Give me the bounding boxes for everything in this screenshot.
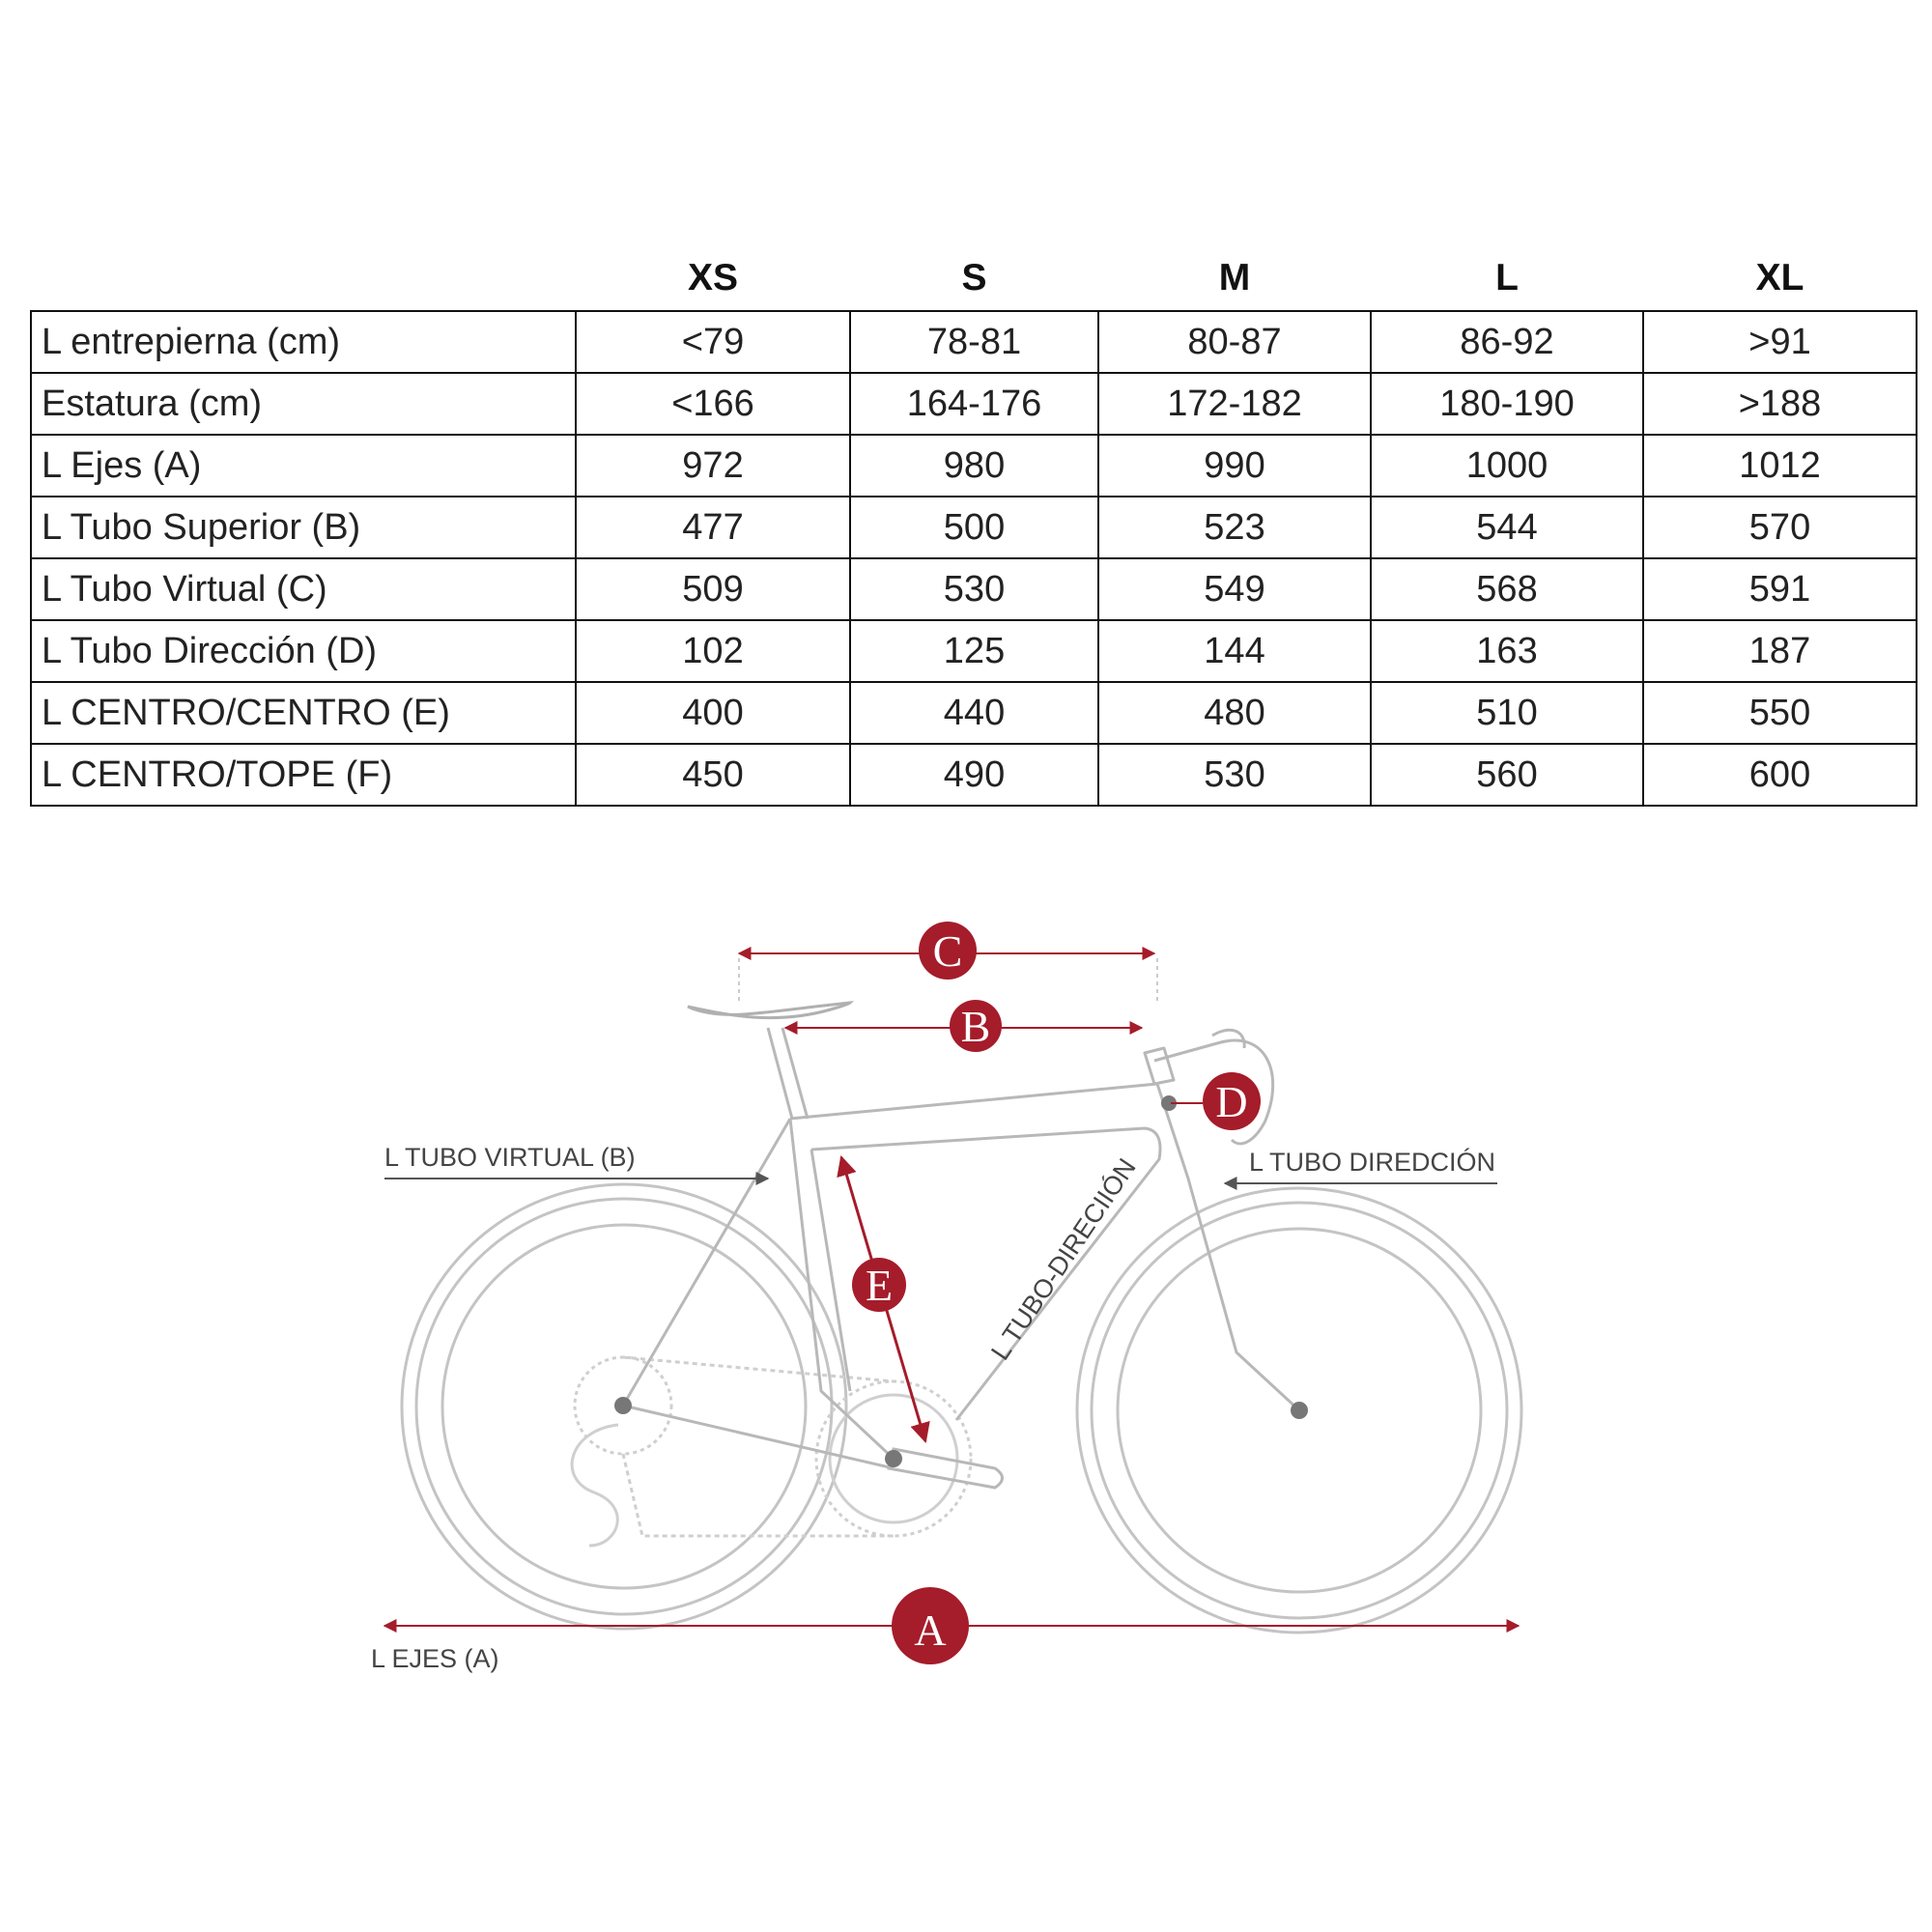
table-cell: 980 — [850, 435, 1098, 497]
table-cell: 530 — [850, 558, 1098, 620]
label-wheelbase: L EJES (A) — [371, 1644, 499, 1673]
table-row — [31, 497, 1917, 558]
table-cell: 570 — [1643, 497, 1917, 558]
table-cell: 80-87 — [1098, 311, 1371, 373]
table-cell: 560 — [1371, 744, 1643, 806]
table-cell: >188 — [1643, 373, 1917, 435]
badge-b-letter: B — [960, 1002, 991, 1051]
table-cell: 550 — [1643, 682, 1917, 744]
badge-d-letter: D — [1215, 1077, 1248, 1126]
row-label: L Tubo Superior (B) — [31, 497, 576, 558]
table-cell: 490 — [850, 744, 1098, 806]
label-head-tube: L TUBO DIREDCIÓN — [1249, 1148, 1496, 1177]
badge-a-letter: A — [914, 1605, 947, 1655]
table-cell: 144 — [1098, 620, 1371, 682]
table-cell: 972 — [576, 435, 850, 497]
table-cell: 172-182 — [1098, 373, 1371, 435]
table-row — [31, 744, 1917, 806]
badge-e-letter: E — [865, 1261, 894, 1310]
table-cell: <166 — [576, 373, 850, 435]
table-cell: 86-92 — [1371, 311, 1643, 373]
row-label: L CENTRO/TOPE (F) — [31, 744, 576, 806]
row-label: L Tubo Dirección (D) — [31, 620, 576, 682]
bike-geometry-diagram — [0, 831, 1932, 1700]
table-cell: 477 — [576, 497, 850, 558]
table-cell: 1000 — [1371, 435, 1643, 497]
table-cell: 164-176 — [850, 373, 1098, 435]
table-cell: 78-81 — [850, 311, 1098, 373]
table-cell: 600 — [1643, 744, 1917, 806]
badge-b — [950, 1000, 1002, 1052]
geometry-table — [30, 246, 1918, 807]
table-cell: 568 — [1371, 558, 1643, 620]
label-virtual-tube: L TUBO VIRTUAL (B) — [384, 1143, 636, 1172]
table-cell: 102 — [576, 620, 850, 682]
table-cell: >91 — [1643, 311, 1917, 373]
table-cell: 523 — [1098, 497, 1371, 558]
bottom-bracket — [885, 1450, 902, 1467]
table-cell: <79 — [576, 311, 850, 373]
bike-frame — [623, 1028, 1299, 1468]
row-label: L CENTRO/CENTRO (E) — [31, 682, 576, 744]
table-cell: 510 — [1371, 682, 1643, 744]
table-row — [31, 558, 1917, 620]
size-header-l: L — [1495, 257, 1519, 298]
row-label: L entrepierna (cm) — [31, 311, 576, 373]
table-cell: 500 — [850, 497, 1098, 558]
table-cell: 125 — [850, 620, 1098, 682]
saddle — [688, 1003, 850, 1018]
row-label: L Tubo Virtual (C) — [31, 558, 576, 620]
table-cell: 990 — [1098, 435, 1371, 497]
table-cell: 480 — [1098, 682, 1371, 744]
rear-axle — [614, 1397, 632, 1414]
table-cell: 591 — [1643, 558, 1917, 620]
table-cell: 530 — [1098, 744, 1371, 806]
size-header-m: M — [1218, 257, 1251, 298]
row-label: L Ejes (A) — [31, 435, 576, 497]
header-empty — [31, 246, 576, 311]
size-header-xl: XL — [1755, 257, 1804, 298]
table-cell: 450 — [576, 744, 850, 806]
table-cell: 440 — [850, 682, 1098, 744]
table-row — [31, 435, 1917, 497]
table-cell: 187 — [1643, 620, 1917, 682]
table-row — [31, 620, 1917, 682]
table-cell: 180-190 — [1371, 373, 1643, 435]
table-row — [31, 373, 1917, 435]
badge-c-letter: C — [932, 926, 963, 976]
size-header-xs: XS — [687, 257, 739, 298]
badge-e — [852, 1258, 906, 1312]
label-down-tube: L TUBO-DIRECIIÓN — [985, 1152, 1142, 1366]
badge-a — [892, 1587, 969, 1664]
table-row — [31, 682, 1917, 744]
table-cell: 163 — [1371, 620, 1643, 682]
size-header-row — [31, 246, 1917, 311]
table-cell: 400 — [576, 682, 850, 744]
table-cell: 1012 — [1643, 435, 1917, 497]
table-cell: 549 — [1098, 558, 1371, 620]
table-row — [31, 311, 1917, 373]
rear-derailleur — [572, 1425, 618, 1546]
table-cell: 544 — [1371, 497, 1643, 558]
badge-c — [919, 922, 977, 980]
size-header-s: S — [961, 257, 987, 298]
front-axle — [1291, 1402, 1308, 1419]
badge-d — [1203, 1072, 1261, 1130]
table-cell: 509 — [576, 558, 850, 620]
row-label: Estatura (cm) — [31, 373, 576, 435]
crank-arm — [889, 1449, 1003, 1488]
